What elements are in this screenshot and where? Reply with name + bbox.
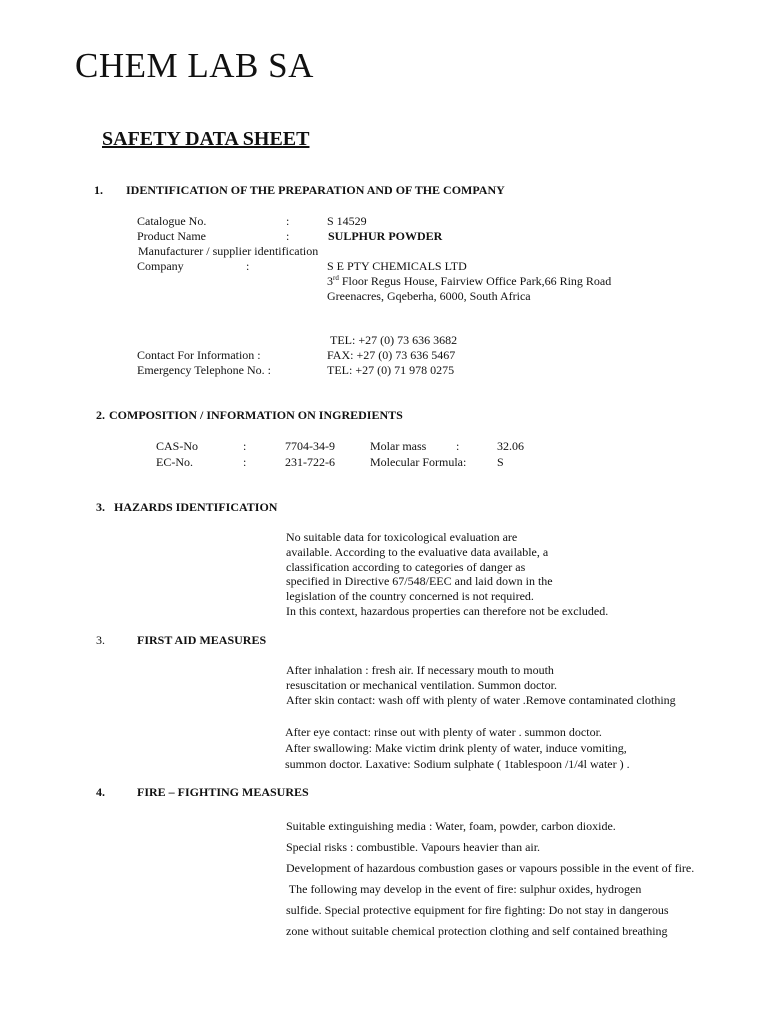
fax: FAX: +27 (0) 73 636 5467 bbox=[327, 348, 456, 362]
molar-mass-label: Molar mass bbox=[370, 439, 427, 453]
first-aid-text-b bbox=[285, 724, 630, 772]
address-floor-number: 3 bbox=[327, 274, 333, 288]
hazards-line: available. According to the evaluative data available, a bbox=[286, 544, 549, 559]
hazards-line: specified in Directive 67/548/EEC and laid down in the bbox=[286, 574, 553, 589]
hazards-line: legislation of the country concerned is not required. bbox=[286, 589, 534, 604]
ec-label: EC-No. bbox=[156, 455, 193, 469]
contact-label: Contact For Information : bbox=[137, 348, 261, 362]
section-3-number: 3. bbox=[96, 500, 105, 514]
first-aid-title: FIRST AID MEASURES bbox=[137, 633, 267, 647]
cas-colon: : bbox=[243, 439, 247, 453]
section-1-number: 1. bbox=[94, 183, 103, 197]
fire-fighting-line: Suitable extinguishing media : Water, foam, powder, carbon dioxide. bbox=[286, 819, 616, 833]
catalogue-value: S 14529 bbox=[327, 214, 367, 228]
section-4-title: FIRE – FIGHTING MEASURES bbox=[137, 785, 309, 799]
hazards-line: classification according to categories of danger as bbox=[286, 559, 526, 574]
hazards-text bbox=[286, 530, 608, 619]
cas-value: 7704-34-9 bbox=[285, 439, 335, 453]
first-aid-line: After inhalation : fresh air. If necessary mouth to mouth bbox=[286, 663, 554, 677]
ec-colon: : bbox=[243, 455, 247, 469]
fire-fighting-line: The following may develop in the event of fire: sulphur oxides, hydrogen bbox=[286, 882, 642, 896]
emergency-label: Emergency Telephone No. : bbox=[137, 363, 272, 377]
address-floor-suffix: rd bbox=[333, 274, 339, 282]
first-aid-text-a bbox=[286, 663, 676, 707]
telephone: TEL: +27 (0) 73 636 3682 bbox=[330, 333, 458, 347]
product-label: Product Name bbox=[137, 229, 206, 243]
fire-fighting-text bbox=[286, 816, 694, 942]
first-aid-line: After skin contact: wash off with plenty of water .Remove contaminated clothing bbox=[286, 692, 676, 707]
fire-fighting-line: Development of hazardous combustion gases or vapours possible in the event of fire. bbox=[286, 861, 695, 875]
first-aid-line: summon doctor. Laxative: Sodium sulphate ( 1tablespoon /1/4l water ) . bbox=[285, 757, 630, 771]
address-line-1 bbox=[327, 274, 611, 289]
catalogue-label: Catalogue No. bbox=[137, 214, 207, 228]
catalogue-colon: : bbox=[286, 214, 290, 228]
first-aid-number: 3. bbox=[96, 633, 105, 647]
company-label: Company bbox=[137, 259, 184, 273]
section-2-title: COMPOSITION / INFORMATION ON INGREDIENTS bbox=[109, 408, 403, 422]
ec-value: 231-722-6 bbox=[285, 455, 335, 469]
section-1-title: IDENTIFICATION OF THE PREPARATION AND OF THE COMPANY bbox=[126, 183, 505, 197]
company-colon: : bbox=[246, 259, 250, 273]
fire-fighting-line: Special risks : combustible. Vapours heavier than air. bbox=[286, 840, 541, 854]
first-aid-line: After eye contact: rinse out with plenty of water . summon doctor. bbox=[285, 725, 602, 739]
section-4-number: 4. bbox=[96, 785, 105, 799]
address-line-1-rest: Floor Regus House, Fairview Office Park,66 Ring Road bbox=[338, 274, 612, 288]
formula-value: S bbox=[497, 455, 504, 469]
address-line-2: Greenacres, Gqeberha, 6000, South Africa bbox=[327, 289, 531, 303]
molar-mass-colon: : bbox=[456, 439, 460, 453]
company-name: CHEM LAB SA bbox=[75, 46, 314, 85]
formula-label: Molecular Formula: bbox=[370, 455, 467, 469]
fire-fighting-line: zone without suitable chemical protection clothing and self contained breathing bbox=[286, 924, 668, 938]
manufacturer-label: Manufacturer / supplier identification bbox=[138, 244, 319, 258]
first-aid-line: After swallowing: Make victim drink plenty of water, induce vomiting, bbox=[285, 741, 627, 755]
hazards-line: No suitable data for toxicological evaluation are bbox=[286, 530, 518, 544]
product-colon: : bbox=[286, 229, 290, 243]
product-value: SULPHUR POWDER bbox=[328, 229, 443, 243]
hazards-line: In this context, hazardous properties can therefore not be excluded. bbox=[286, 603, 609, 618]
fire-fighting-line: sulfide. Special protective equipment for fire fighting: Do not stay in dangerous bbox=[286, 903, 669, 917]
section-3-title: HAZARDS IDENTIFICATION bbox=[114, 500, 278, 514]
emergency-telephone: TEL: +27 (0) 71 978 0275 bbox=[327, 363, 455, 377]
cas-label: CAS-No bbox=[156, 439, 199, 453]
company-value: S E PTY CHEMICALS LTD bbox=[327, 259, 467, 273]
first-aid-line: resuscitation or mechanical ventilation. Summon doctor. bbox=[286, 677, 557, 692]
section-2-number: 2. bbox=[96, 408, 105, 422]
document-title: SAFETY DATA SHEET bbox=[102, 128, 310, 150]
molar-mass-value: 32.06 bbox=[497, 439, 524, 453]
